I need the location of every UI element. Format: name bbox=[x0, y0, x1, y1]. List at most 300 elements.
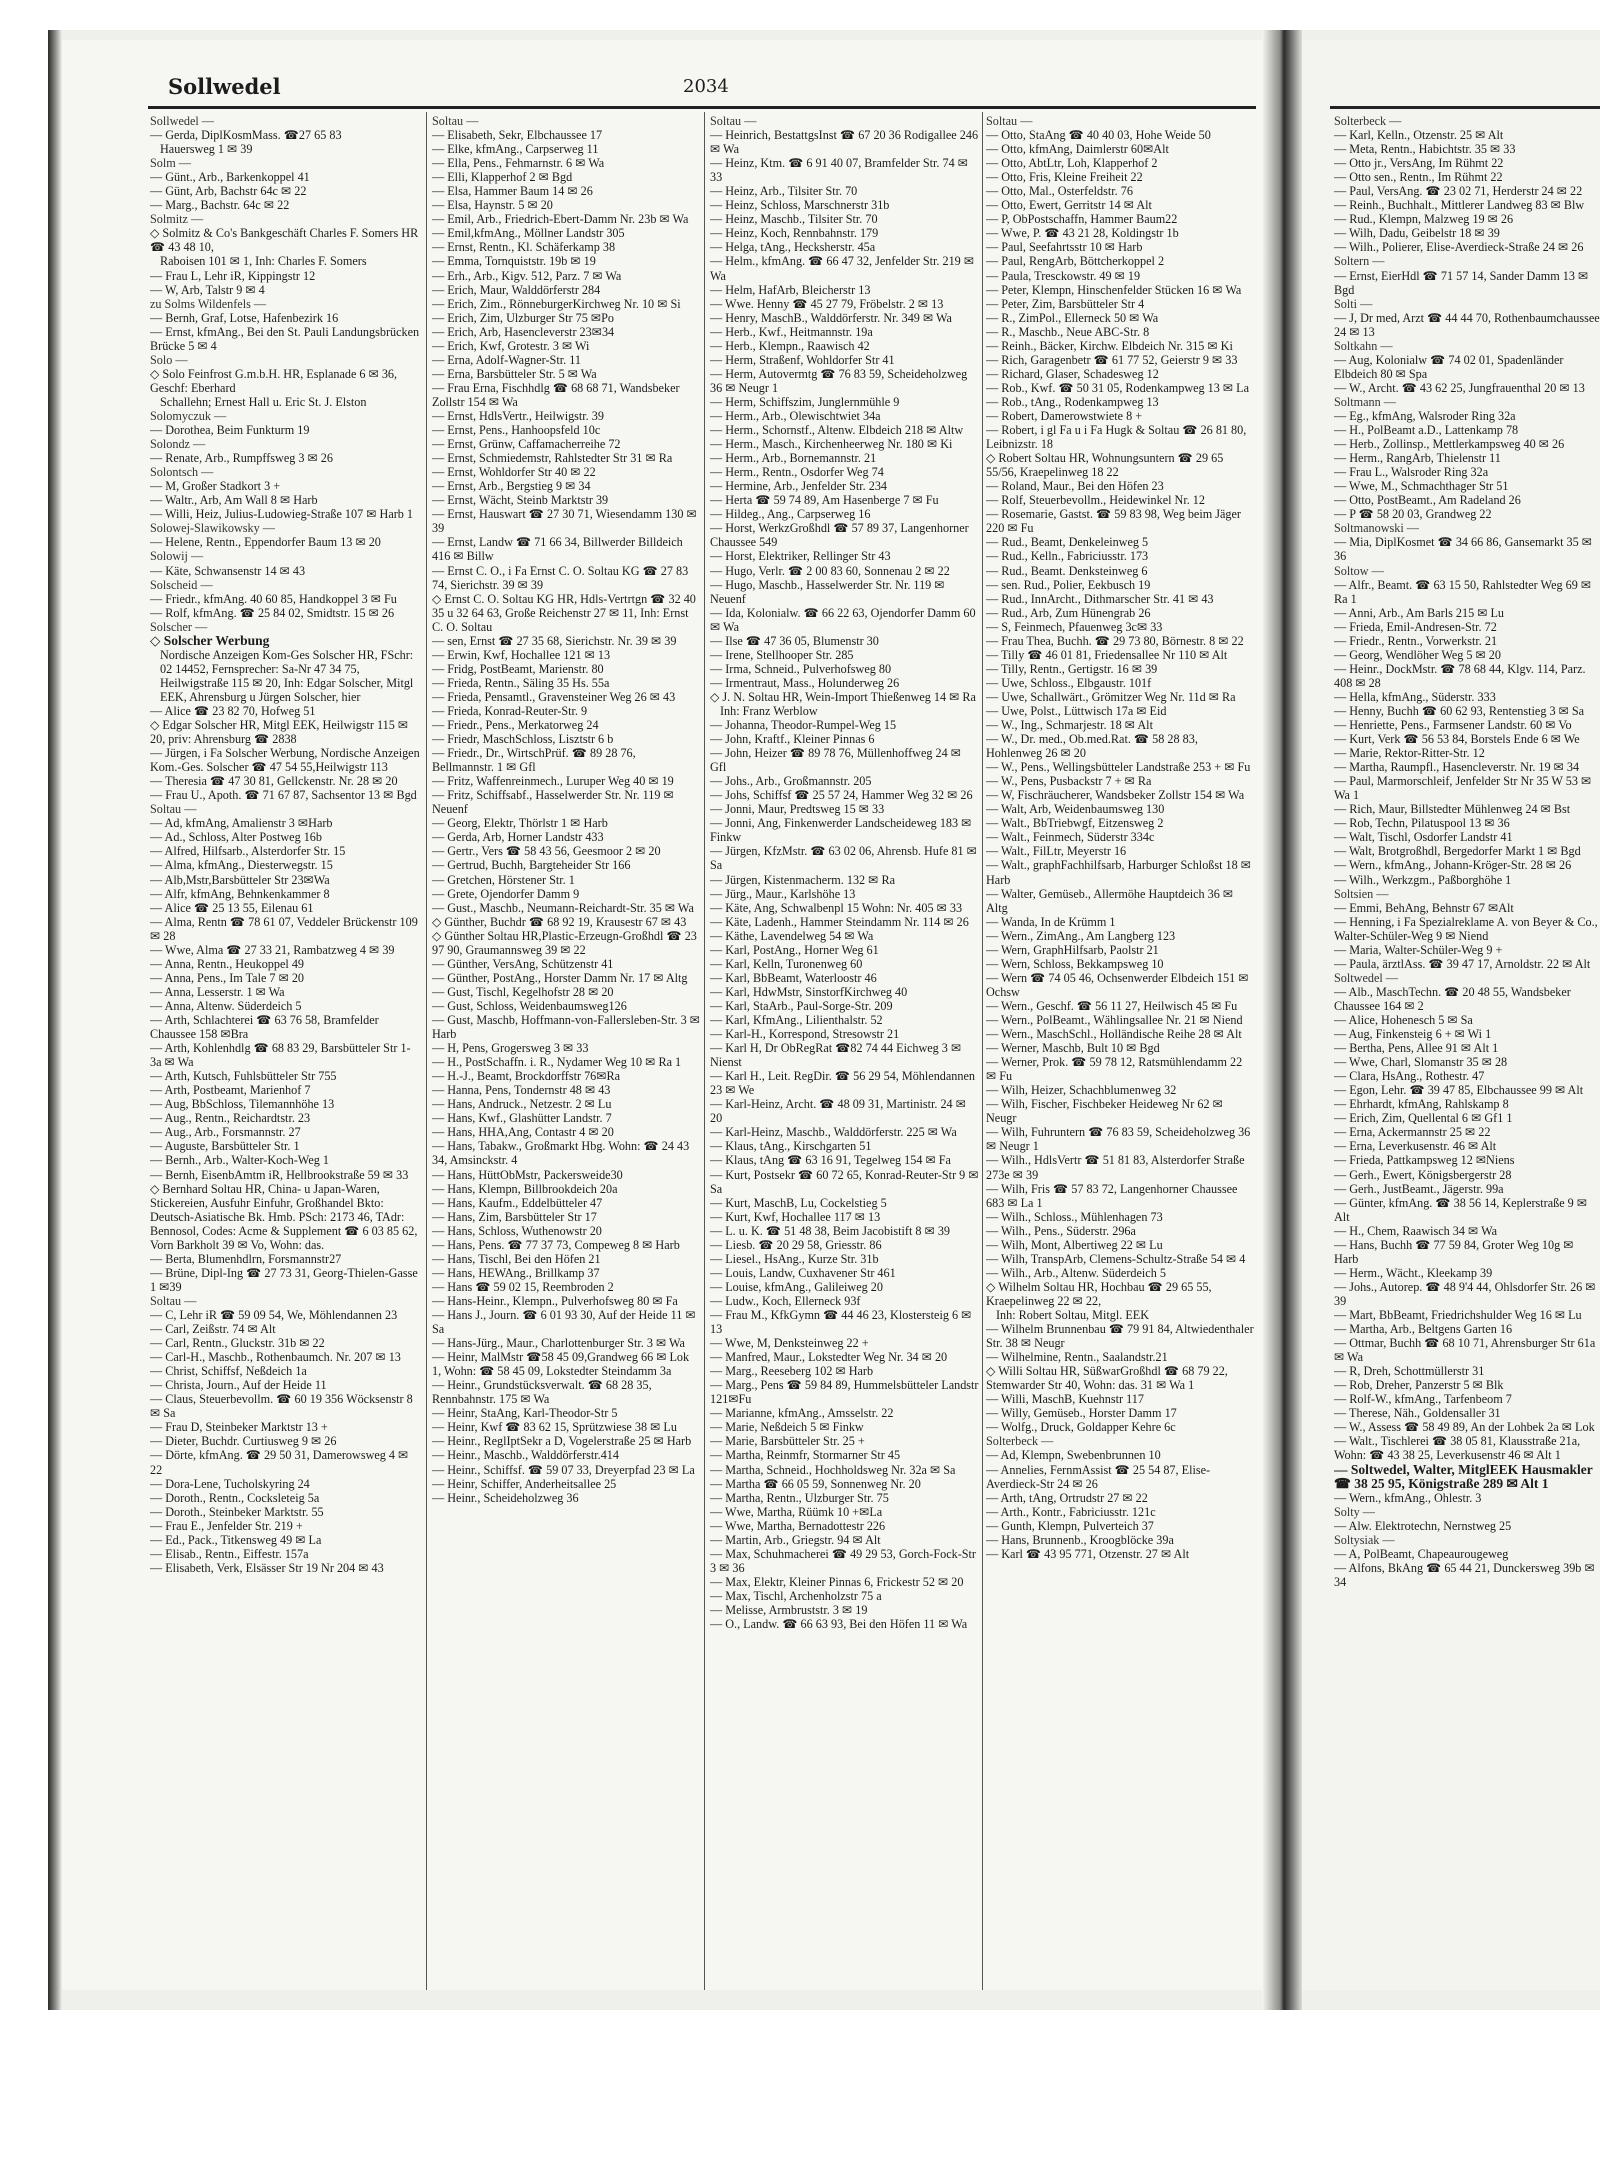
directory-entry: — O., Landw. ☎ 66 63 93, Bei den Höfen 11 ✉ Wa bbox=[710, 1617, 968, 1632]
directory-entry: — Anna, Pens., Im Tale 7 ✉ 20 bbox=[150, 970, 305, 985]
directory-entry: — Erna, Leverkusenstr. 46 ✉ Alt bbox=[1334, 1139, 1497, 1154]
directory-entry: — Heinr., Scheideholzweg 36 bbox=[432, 1490, 579, 1505]
directory-entry: — Hans, Buchh ☎ 77 59 84, Groter Weg 10g ✉ Harb bbox=[1334, 1237, 1574, 1266]
directory-entry: — Erich, Zim, Ulzburger Str 75 ✉Po bbox=[432, 310, 614, 325]
directory-entry: — Herm., Arb., Bornemannstr. 21 bbox=[710, 451, 877, 466]
directory-entry: — Herm., RangArb, Thielenstr 11 bbox=[1334, 451, 1501, 466]
directory-entry: — Gust, Maschb, Hoffmann-von-Fallersleben-Str. 3 ✉ Harb bbox=[432, 1013, 700, 1042]
directory-entry: — Frieda, Emil-Andresen-Str. 72 bbox=[1334, 619, 1497, 634]
directory-entry: — Richard, Glaser, Schadesweg 12 bbox=[986, 366, 1159, 381]
directory-entry: — Wern., MaschSchl., Holländische Reihe 28 ✉ Alt bbox=[986, 1027, 1242, 1042]
directory-entry: — Rich, Maur, Billstedter Mühlenweg 24 ✉ Bst bbox=[1334, 802, 1571, 817]
directory-entry: — Fridg, PostBeamt, Marienstr. 80 bbox=[432, 661, 604, 676]
directory-entry: — Elisabeth, Verk, Elsässer Str 19 Nr 204 ✉ 43 bbox=[150, 1560, 384, 1575]
directory-entry: — Fritz, Waffenreinmech., Luruper Weg 40 ✉ 19 bbox=[432, 774, 674, 789]
directory-entry: — Georg, Elektr, Thörlstr 1 ✉ Harb bbox=[432, 816, 608, 831]
directory-entry: Soltwedel — bbox=[1334, 970, 1398, 985]
directory-entry: — Anna, Lesserstr. 1 ✉ Wa bbox=[150, 984, 285, 999]
directory-entry: — Ed., Pack., Titkensweg 49 ✉ La bbox=[150, 1532, 322, 1547]
directory-entry: — L. u. K. ☎ 51 48 38, Beim Jacobistift 8 ✉ 39 bbox=[710, 1223, 951, 1238]
directory-entry: — Alfr, kfmAng, Behnkenkammer 8 bbox=[150, 886, 330, 901]
directory-entry: — Rosemarie, Gastst. ☎ 59 83 98, Weg beim Jäger 220 ✉ Fu bbox=[986, 507, 1241, 536]
directory-entry: — W, Arb, Talstr 9 ✉ 4 bbox=[150, 282, 265, 297]
directory-entry: — Marianne, kfmAng., Amsselstr. 22 bbox=[710, 1406, 894, 1421]
directory-entry: — Gerh., JustBeamt., Jägerstr. 99a bbox=[1334, 1181, 1504, 1196]
directory-entry: — Otto jr., VersAng, Im Rühmt 22 bbox=[1334, 156, 1504, 171]
directory-entry: — Martha, Raumpfl., Hasencleverstr. Nr. 19 ✉ 34 bbox=[1334, 760, 1580, 775]
directory-entry: — Hans, HHA,Ang, Contastr 4 ✉ 20 bbox=[432, 1125, 614, 1140]
directory-entry: — Hans, Tabakw., Großmarkt Hbg. Wohn: ☎ 24 43 34, Amsinckstr. 4 bbox=[432, 1139, 690, 1168]
directory-entry: — W, Fischräucherer, Wandsbeker Zollstr 154 ✉ Wa bbox=[986, 788, 1245, 803]
directory-entry: — Robert, Damerowstwiete 8 + bbox=[986, 408, 1143, 423]
directory-entry: — P, ObPostschaffn, Hammer Baum22 bbox=[986, 212, 1178, 227]
directory-entry: — Hanna, Pens, Tondernstr 48 ✉ 43 bbox=[432, 1083, 611, 1098]
directory-entry: — Wolfg., Druck, Goldapper Kehre 6c bbox=[986, 1420, 1176, 1435]
directory-entry: — Uwe, Schallwärt., Grömitzer Weg Nr. 11d ✉ Ra bbox=[986, 689, 1236, 704]
directory-entry: — Paul, Marmorschleif, Jenfelder Str Nr 35 W 53 ✉ Wa 1 bbox=[1334, 774, 1592, 803]
left-page-edge-shadow bbox=[48, 30, 62, 2010]
directory-entry: — Wilh, Heizer, Schachblumenweg 32 bbox=[986, 1083, 1177, 1098]
page-number: 2034 bbox=[683, 76, 729, 97]
directory-entry: ◇ Solmitz & Co's Bankgeschäft Charles F. Somers HR ☎ 43 48 10, bbox=[150, 226, 419, 255]
directory-entry: — Wilh, Mont, Albertiweg 22 ✉ Lu bbox=[986, 1237, 1163, 1252]
directory-entry: — Werner, Prok. ☎ 59 78 12, Ratsmühlendamm 22 ✉ Fu bbox=[986, 1055, 1243, 1084]
directory-entry: — Gust, Schloss, Weidenbaumsweg126 bbox=[432, 998, 627, 1013]
directory-entry: — Friedr., kfmAng. 40 60 85, Handkoppel 3 ✉ Fu bbox=[150, 591, 397, 606]
directory-entry: — Alice, Hohenesch 5 ✉ Sa bbox=[1334, 1013, 1473, 1027]
directory-entry: — Anni, Arb., Am Barls 215 ✉ Lu bbox=[1334, 605, 1505, 620]
directory-entry: — Otto, kfmAng, Daimlerstr 60✉Alt bbox=[986, 142, 1169, 157]
directory-entry: — Karl, Kelln, Turonenweg 60 bbox=[710, 956, 863, 971]
directory-entry: — Herm., Wächt., Kleekamp 39 bbox=[1334, 1265, 1493, 1280]
directory-entry: — Rolf-W., kfmAng., Tarfenbeom 7 bbox=[1334, 1392, 1512, 1407]
directory-entry: Solomyczuk — bbox=[150, 408, 227, 423]
directory-entry: — Hans, Pens. ☎ 77 37 73, Compeweg 8 ✉ Harb bbox=[432, 1237, 680, 1252]
directory-entry: — Hans ☎ 59 02 15, Reembroden 2 bbox=[432, 1279, 614, 1294]
directory-entry: — Hans, Andruck., Netzestr. 2 ✉ Lu bbox=[432, 1097, 612, 1112]
directory-entry: — Kurt, Verk ☎ 56 53 84, Borstels Ende 6 ✉ We bbox=[1334, 732, 1580, 747]
directory-entry: — Dörte, kfmAng. ☎ 29 50 31, Damerowsweg 4 ✉ 22 bbox=[150, 1448, 409, 1477]
directory-entry: — Alfred, Hilfsarb., Alsterdorfer Str. 15 bbox=[150, 844, 346, 859]
directory-entry: Hauersweg 1 ✉ 39 bbox=[160, 142, 253, 157]
directory-entry: — Helene, Rentn., Eppendorfer Baum 13 ✉ 20 bbox=[150, 535, 381, 550]
directory-entry: Soltysiak — bbox=[1334, 1532, 1395, 1547]
directory-entry: — Paul, RengArb, Böttcherkoppel 2 bbox=[986, 254, 1165, 269]
directory-entry: ◇ Günther, Buchdr ☎ 68 92 19, Krausestr 67 ✉ 43 bbox=[432, 914, 687, 929]
directory-entry: — Herb., Klempn., Raawisch 42 bbox=[710, 338, 870, 353]
directory-entry: — Hans-Heinr., Klempn., Pulverhofsweg 80 ✉ Fa bbox=[432, 1293, 678, 1308]
directory-entry: — H., PostSchaffn. i. R., Nydamer Weg 10 ✉ Ra 1 bbox=[432, 1055, 682, 1070]
directory-entry: — Ehrhardt, kfmAng, Rahlskamp 8 bbox=[1334, 1097, 1509, 1112]
directory-entry: — Liesel., HsAng., Kurze Str. 31b bbox=[710, 1251, 879, 1266]
directory-entry: — Robert, i gl Fa u i Fa Hugk & Soltau ☎ 26 81 80, Leibnizstr. 18 bbox=[986, 423, 1247, 452]
directory-entry: — Alw. Elektrotechn, Nernstweg 25 bbox=[1334, 1518, 1512, 1533]
directory-entry: — Melisse, Armbruststr. 3 ✉ 19 bbox=[710, 1602, 868, 1617]
directory-entry: — Günther, PostAng., Horster Damm Nr. 17 ✉ Altg bbox=[432, 970, 688, 985]
directory-entry: — Rud., Arb, Zum Hünengrab 26 bbox=[986, 605, 1151, 620]
directory-entry: — Johanna, Theodor-Rumpel-Weg 15 bbox=[710, 718, 897, 733]
directory-entry: — Wilhelmine, Rentn., Saalandstr.21 bbox=[986, 1350, 1168, 1365]
directory-entry: — Bernh., Arb., Walter-Koch-Weg 1 bbox=[150, 1153, 329, 1168]
directory-entry: — Otto, Ewert, Gerritstr 14 ✉ Alt bbox=[986, 198, 1152, 213]
directory-entry: — Anna, Altenw. Süderdeich 5 bbox=[150, 998, 302, 1013]
directory-entry: — Anna, Rentn., Heukoppel 49 bbox=[150, 956, 305, 971]
directory-entry: — Wwe, Martha, Bernadottestr 226 bbox=[710, 1518, 886, 1533]
directory-entry: — Heinr, StaAng, Karl-Theodor-Str 5 bbox=[432, 1406, 618, 1421]
directory-entry: — Käthe, Lavendelweg 54 ✉ Wa bbox=[710, 928, 874, 943]
directory-entry: Solm — bbox=[150, 156, 191, 171]
directory-entry: — Kurt, MaschB, Lu, Cockelstieg 5 bbox=[710, 1195, 887, 1210]
directory-entry: — Werner, Maschb, Bult 10 ✉ Bgd bbox=[986, 1041, 1160, 1056]
directory-entry: — Mart, BbBeamt, Friedrichshulder Weg 16 ✉ Lu bbox=[1334, 1307, 1582, 1322]
directory-entry: — Arth, Kohlenhdlg ☎ 68 83 29, Barsbütteler Str 1-3a ✉ Wa bbox=[150, 1041, 411, 1070]
directory-entry: — Christa, Journ., Auf der Heide 11 bbox=[150, 1378, 327, 1393]
directory-entry: — Karl, Kelln., Otzenstr. 25 ✉ Alt bbox=[1334, 128, 1504, 143]
directory-entry: — Elke, kfmAng., Carpserweg 11 bbox=[432, 142, 599, 157]
directory-entry: Solmitz — bbox=[150, 212, 204, 227]
directory-entry: — Uwe, Polst., Lüttwisch 17a ✉ Eid bbox=[986, 703, 1167, 718]
directory-entry: — Emil, Arb., Friedrich-Ebert-Damm Nr. 23b ✉ Wa bbox=[432, 212, 689, 227]
directory-entry: — Rud., InnArcht., Dithmarscher Str. 41 ✉ 43 bbox=[986, 591, 1214, 606]
directory-entry: — Walt., Tischlerei ☎ 38 05 81, Klausstraße 21a, Wohn: ☎ 43 38 25, Leverkusenstr 46 ✉ Alt 1 bbox=[1334, 1434, 1581, 1463]
directory-entry: — Herm, Autovermtg ☎ 76 83 59, Scheideholzweg 36 ✉ Neugr 1 bbox=[710, 366, 968, 395]
directory-entry: — Hans-Jürg., Maur., Charlottenburger Str. 3 ✉ Wa bbox=[432, 1336, 685, 1351]
directory-entry: — Max, Schuhmacherei ☎ 49 29 53, Gorch-Fock-Str 3 ✉ 36 bbox=[710, 1546, 976, 1575]
directory-entry: — Frieda, Konrad-Reuter-Str. 9 bbox=[432, 703, 588, 718]
directory-entry: — Paul, VersAng. ☎ 23 02 71, Herderstr 24 ✉ 22 bbox=[1334, 184, 1583, 199]
directory-entry: — Tilly, Rentn., Gertigstr. 16 ✉ 39 bbox=[986, 661, 1158, 676]
directory-entry: — Clara, HsAng., Rothestr. 47 bbox=[1334, 1069, 1485, 1084]
directory-entry: — Heinr., Schiffsf. ☎ 59 07 33, Dreyerpfad 23 ✉ La bbox=[432, 1462, 695, 1477]
directory-entry: — Ida, Kolonialw. ☎ 66 22 63, Ojendorfer Damm 60 ✉ Wa bbox=[710, 605, 976, 634]
directory-entry: — Gust., Maschb., Neumann-Reichardt-Str. 35 ✉ Wa bbox=[432, 900, 694, 915]
directory-entry: — Rolf, Steuerbevollm., Heidewinkel Nr. 12 bbox=[986, 493, 1205, 508]
directory-entry: — Heinr., DockMstr. ☎ 78 68 44, Klgv. 114, Parz. 408 ✉ 28 bbox=[1334, 661, 1586, 690]
directory-entry: Solowij — bbox=[150, 549, 204, 564]
directory-entry: — Jürgen, i Fa Solscher Werbung, Nordische Anzeigen Kom.-Ges. Solscher ☎ 47 54 55,Heilwigstr 113 bbox=[150, 746, 420, 775]
directory-entry: — Hugo, Verlr. ☎ 2 00 83 60, Sonnenau 2 ✉ 22 bbox=[710, 563, 950, 578]
directory-entry: — Henriette, Pens., Farmsener Landstr. 60 ✉ Vo bbox=[1334, 718, 1572, 733]
directory-entry: — Hildeg., Ang., Carpserweg 16 bbox=[710, 507, 871, 522]
directory-entry: — Heinz, Maschb., Tilsiter Str. 70 bbox=[710, 212, 878, 227]
directory-entry: Soltau — bbox=[150, 1293, 197, 1308]
directory-entry: — H, Pens, Grogersweg 3 ✉ 33 bbox=[432, 1041, 589, 1056]
directory-entry: — Karl H., Leit. RegDir. ☎ 56 29 54, Möhlendannen 23 ✉ We bbox=[710, 1069, 975, 1098]
directory-entry: — Frieda, Pattkampsweg 12 ✉Niens bbox=[1334, 1153, 1515, 1168]
directory-entry: — Rud., Beamt, Denkeleinweg 5 bbox=[986, 535, 1149, 550]
directory-entry: — Marg., Reeseberg 102 ✉ Harb bbox=[710, 1364, 874, 1379]
directory-entry: — Friedr., Dr., WirtschPrüf. ☎ 89 28 76, Bellmannstr. 1 ✉ Gfl bbox=[432, 746, 636, 775]
directory-entry: — Elsa, Hammer Baum 14 ✉ 26 bbox=[432, 184, 593, 199]
directory-entry: — Walt., graphFachhilfsarb, Harburger Schloßst 18 ✉ Harb bbox=[986, 858, 1252, 887]
directory-entry: — Irene, Stellhooper Str. 285 bbox=[710, 647, 854, 662]
directory-entry: — Reinh., Bäcker, Kirchw. Elbdeich Nr. 315 ✉ Ki bbox=[986, 338, 1233, 353]
directory-entry: — Frau D, Steinbeker Marktstr 13 + bbox=[150, 1420, 328, 1435]
directory-entry: — Erich, Zim, Quellental 6 ✉ Gf1 1 bbox=[1334, 1111, 1513, 1126]
directory-entry: — sen, Ernst ☎ 27 35 68, Sierichstr. Nr. 39 ✉ 39 bbox=[432, 633, 677, 648]
directory-entry: — Mia, DiplKosmet ☎ 34 66 86, Gansemarkt 35 ✉ 36 bbox=[1334, 535, 1592, 564]
directory-entry: Solterbeck — bbox=[1334, 114, 1402, 128]
directory-entry: — Wwe, P. ☎ 43 21 28, Koldingstr 1b bbox=[986, 226, 1179, 241]
directory-entry: — Peter, Klempn, Hinschenfelder Stücken 16 ✉ Wa bbox=[986, 282, 1242, 297]
directory-entry: — Wilhelm Brunnenbau ☎ 79 91 84, Altwiedenthaler Str. 38 ✉ Neugr bbox=[986, 1322, 1254, 1351]
directory-entry: — Herb., Kwf., Heitmannstr. 19a bbox=[710, 324, 873, 339]
directory-entry: — Erich, Arb, Hasencleverstr 23✉34 bbox=[432, 324, 615, 339]
directory-entry: — H., PolBeamt a.D., Lattenkamp 78 bbox=[1334, 423, 1519, 438]
directory-entry: — Willi, MaschB, Kuehnstr 117 bbox=[986, 1392, 1144, 1407]
directory-entry: — Alb,Mstr,Barsbütteler Str 23✉Wa bbox=[150, 872, 330, 887]
directory-entry: — Ernst C. O., i Fa Ernst C. O. Soltau KG ☎ 27 83 74, Sierichstr. 39 ✉ 39 bbox=[432, 563, 689, 592]
directory-entry: Solty — bbox=[1334, 1504, 1375, 1519]
directory-entry: — Aug, BbSchloss, Tilemannhöhe 13 bbox=[150, 1097, 335, 1112]
directory-entry: — Waltr., Arb, Am Wall 8 ✉ Harb bbox=[150, 493, 318, 508]
directory-entry: — J, Dr med, Arzt ☎ 44 44 70, Rothenbaumchaussee 24 ✉ 13 bbox=[1334, 310, 1600, 339]
directory-entry: — Ottmar, Buchh ☎ 68 10 71, Ahrensburger Str 61a ✉ Wa bbox=[1334, 1336, 1596, 1365]
directory-entry: — Wwe, Martha, Rüümk 10 +✉La bbox=[710, 1504, 883, 1519]
directory-entry: — Dieter, Buchdr. Curtiusweg 9 ✉ 26 bbox=[150, 1434, 337, 1449]
directory-entry: Solti — bbox=[1334, 296, 1373, 311]
directory-entry: — Erich, Maur, Walddörferstr 284 bbox=[432, 282, 601, 297]
directory-entry: — H., Chem, Raawisch 34 ✉ Wa bbox=[1334, 1223, 1498, 1238]
directory-entry: — Martha ☎ 66 05 59, Sonnenweg Nr. 20 bbox=[710, 1476, 921, 1491]
directory-entry: — Henry, MaschB., Walddörferstr. Nr. 349 ✉ Wa bbox=[710, 310, 952, 325]
directory-entry: — Heinr., Maschb., Walddörferstr.414 bbox=[432, 1448, 619, 1463]
directory-entry: — Erich, Kwf, Grotestr. 3 ✉ Wi bbox=[432, 338, 590, 353]
directory-entry: — Ernst, Schmiedemstr, Rahlstedter Str 31 ✉ Ra bbox=[432, 451, 673, 466]
directory-entry: — Ernst, Landw ☎ 71 66 34, Billwerder Billdeich 416 ✉ Billw bbox=[432, 535, 683, 564]
directory-entry: — Ernst, Grünw, Caffamacherreihe 72 bbox=[432, 437, 621, 452]
directory-entry: — Hermine, Arb., Jenfelder Str. 234 bbox=[710, 479, 888, 494]
directory-entry: Inh: Robert Soltau, Mitgl. EEK bbox=[996, 1307, 1150, 1322]
directory-entry: — Aug, Finkensteig 6 + ✉ Wi 1 bbox=[1334, 1027, 1492, 1042]
directory-entry: — Maria, Walter-Schüler-Weg 9 + bbox=[1334, 942, 1503, 957]
directory-entry: — Hans, Brunnenb., Kroogblöcke 39a bbox=[986, 1532, 1174, 1547]
directory-entry: — Doroth., Rentn., Cocksleteig 5a bbox=[150, 1490, 320, 1505]
directory-entry: — Klaus, tAng ☎ 63 16 91, Tegelweg 154 ✉ Fa bbox=[710, 1153, 951, 1168]
right-page-header-rule bbox=[1330, 106, 1600, 109]
directory-entry: — Hugo, Maschb., Hasselwerder Str. Nr. 119 ✉ Neuenf bbox=[710, 577, 945, 606]
directory-entry: — Klaus, tAng., Kirschgarten 51 bbox=[710, 1139, 872, 1154]
directory-entry: — Frau Thea, Buchh. ☎ 29 73 80, Börnestr. 8 ✉ 22 bbox=[986, 633, 1244, 648]
directory-entry: — Wern., ZimAng., Am Langberg 123 bbox=[986, 928, 1176, 943]
directory-entry: ◇ Bernhard Soltau HR, China- u Japan-Waren, Stickereien, Ausfuhr Einfuhr, Großhandel Bkto: Deutsch-Asiatische Bk. Hmb. PSch: 2173 46, TAdr: Bennosol, Codes: Acme & Supplement ☎ 6 03 85 62, Vorn Barkholt 39 ✉ Vo, Wohn: das. bbox=[150, 1181, 418, 1252]
directory-entry: — Reinh., Buchhalt., Mittlerer Landweg 83 ✉ Blw bbox=[1334, 198, 1585, 213]
directory-entry: — Otto, StaAng ☎ 40 40 03, Hohe Weide 50 bbox=[986, 128, 1211, 143]
directory-entry: — R., ZimPol., Ellerneck 50 ✉ Wa bbox=[986, 310, 1159, 325]
directory-entry: — Hans, Klempn, Billbrookdeich 20a bbox=[432, 1181, 618, 1196]
directory-entry: — Karl H, Dr ObRegRat ☎82 74 44 Eichweg 3 ✉ Nienst bbox=[710, 1041, 962, 1070]
directory-entry: — Marg., Bachstr. 64c ✉ 22 bbox=[150, 198, 290, 213]
directory-entry: — Alfr., Beamt. ☎ 63 15 50, Rahlstedter Weg 69 ✉ Ra 1 bbox=[1334, 577, 1592, 606]
directory-entry: — Wern, Schloss, Bekkampsweg 10 bbox=[986, 956, 1164, 971]
directory-entry: — Louis, Landw, Cuxhavener Str 461 bbox=[710, 1265, 896, 1280]
directory-entry: — Renate, Arb., Rumpffsweg 3 ✉ 26 bbox=[150, 451, 333, 466]
directory-entry: — Käte, Ladenh., Hammer Steindamm Nr. 114 ✉ 26 bbox=[710, 914, 969, 929]
directory-entry: — Hans, Tischl, Bei den Höfen 21 bbox=[432, 1251, 601, 1266]
directory-entry: — Gerda, DiplKosmMass. ☎27 65 83 bbox=[150, 128, 342, 143]
directory-entry: — W., Assess ☎ 58 49 89, An der Lohbek 2a ✉ Lok bbox=[1334, 1420, 1595, 1435]
directory-entry: — Friedr, MaschSchloss, Lisztstr 6 b bbox=[432, 732, 614, 747]
running-head: Sollwedel bbox=[168, 74, 281, 99]
directory-entry: — Alice ☎ 23 82 70, Hofweg 51 bbox=[150, 703, 316, 718]
directory-entry: ◇ Edgar Solscher HR, Mitgl EEK, Heilwigstr 115 ✉ 20, priv: Ahrensburg ☎ 2838 bbox=[150, 718, 409, 747]
directory-entry: — Ella, Pens., Fehmarnstr. 6 ✉ Wa bbox=[432, 156, 605, 171]
directory-entry: — Hans, Kwf., Glashütter Landstr. 7 bbox=[432, 1111, 612, 1126]
directory-entry: Soltow — bbox=[1334, 563, 1384, 578]
directory-entry: Solscher — bbox=[150, 619, 208, 634]
directory-entry: — Wwe, Charl, Slomanstr 35 ✉ 28 bbox=[1334, 1055, 1508, 1070]
directory-entry: — Bertha, Pens, Allee 91 ✉ Alt 1 bbox=[1334, 1041, 1499, 1056]
directory-entry: — Günther, VersAng, Schützenstr 41 bbox=[432, 956, 614, 971]
directory-entry: — Soltwedel, Walter, MitglEEK Hausmakler ☎ 38 25 95, Königstraße 289 ✉ Alt 1 bbox=[1334, 1461, 1593, 1491]
directory-entry: — Ernst, HdlsVertr., Heilwigstr. 39 bbox=[432, 408, 604, 423]
directory-entry: ◇ J. N. Soltau HR, Wein-Import Thießenweg 14 ✉ Ra bbox=[710, 689, 976, 704]
directory-entry: — Theresia ☎ 47 30 81, Gellckenstr. Nr. 28 ✉ 20 bbox=[150, 774, 398, 789]
directory-entry: — Frau U., Apoth. ☎ 71 67 87, Sachsentor 13 ✉ Bgd bbox=[150, 788, 417, 803]
column-rule bbox=[982, 112, 983, 1990]
directory-entry: — John, Kraftf., Kleiner Pinnas 6 bbox=[710, 732, 875, 747]
directory-entry: — Karl, HdwMstr, SinstorfKirchweg 40 bbox=[710, 984, 908, 999]
directory-entry: — Heinr., ReglIptSekr a D, Vogelerstraße 25 ✉ Harb bbox=[432, 1434, 692, 1449]
directory-entry: — Frau Erna, Fischhdlg ☎ 68 68 71, Wandsbeker Zollstr 154 ✉ Wa bbox=[432, 380, 680, 409]
directory-entry: — Elsa, Haynstr. 5 ✉ 20 bbox=[432, 198, 553, 213]
directory-entry: — Bernh, Graf, Lotse, Hafenbezirk 16 bbox=[150, 310, 339, 325]
directory-entry: — Karl, PostAng., Horner Weg 61 bbox=[710, 942, 879, 957]
directory-entry: — Frau E., Jenfelder Str. 219 + bbox=[150, 1518, 303, 1533]
directory-entry: Soltmanowski — bbox=[1334, 521, 1419, 536]
directory-entry: — Wilh., Werkzgm., Paßborghöhe 1 bbox=[1334, 872, 1512, 887]
directory-entry: ◇ Ernst C. O. Soltau KG HR, Hdls-Vertrtgn ☎ 32 40 35 u 32 64 63, Große Reichenstr 27 ✉ 11, Inh: Ernst C. O. Soltau bbox=[432, 591, 696, 634]
directory-entry: — Erwin, Kwf, Hochallee 121 ✉ 13 bbox=[432, 647, 611, 662]
directory-entry: — Wilh., Arb., Altenw. Süderdeich 5 bbox=[986, 1265, 1166, 1280]
directory-entry: — John, Heizer ☎ 89 78 76, Müllenhoffweg 24 ✉ Gfl bbox=[710, 746, 961, 775]
directory-entry: — Dora-Lene, Tucholskyring 24 bbox=[150, 1476, 310, 1491]
directory-entry: — Arth, tAng, Ortrudstr 27 ✉ 22 bbox=[986, 1490, 1148, 1505]
directory-entry: — Horst, Elektriker, Rellinger Str 43 bbox=[710, 549, 891, 564]
directory-entry: — Rob, Dreher, Panzerstr 5 ✉ Blk bbox=[1334, 1378, 1504, 1393]
directory-entry: — Heinr, MalMstr ☎58 45 09,Grandweg 66 ✉ Lok 1, Wohn: ☎ 58 45 09, Lokstedter Steindamm 3a bbox=[432, 1350, 690, 1379]
directory-entry: — Johs., Autorep. ☎ 48 9'4 44, Ohlsdorfer Str. 26 ✉ 39 bbox=[1334, 1279, 1596, 1308]
directory-entry: — Elisab., Rentn., Eiffestr. 157a bbox=[150, 1546, 309, 1561]
directory-entry: — W., Archt. ☎ 43 62 25, Jungfrauenthal 20 ✉ 13 bbox=[1334, 380, 1585, 395]
directory-entry: — Alma, Rentn ☎ 78 61 07, Veddeler Brückenstr 109 ✉ 28 bbox=[150, 914, 418, 943]
directory-entry: — Arth, Schlachterei ☎ 63 76 58, Bramfelder Chaussee 158 ✉Bra bbox=[150, 1013, 379, 1042]
directory-entry: — Wern., PolBeamt., Wählingsallee Nr. 21 ✉ Niend bbox=[986, 1013, 1243, 1027]
directory-entry: — Hans, Zim, Barsbütteler Str 17 bbox=[432, 1209, 597, 1224]
directory-entry: — Wwe, M, Denksteinweg 22 + bbox=[710, 1336, 869, 1351]
directory-entry: — Uwe, Schloss., Elbgaustr. 101f bbox=[986, 675, 1152, 690]
directory-entry: — Karl, StaArb., Paul-Sorge-Str. 209 bbox=[710, 998, 893, 1013]
directory-entry: — Wanda, In de Krümm 1 bbox=[986, 914, 1116, 929]
directory-entry: — Dorothea, Beim Funkturm 19 bbox=[150, 423, 310, 438]
directory-entry: — Frau M., KfkGymn ☎ 44 46 23, Klostersteig 6 ✉ 13 bbox=[710, 1307, 972, 1337]
directory-entry: — Gerda, Arb, Horner Landstr 433 bbox=[432, 830, 604, 845]
directory-entry: — Willi, Heiz, Julius-Ludowieg-Straße 107 ✉ Harb 1 bbox=[150, 507, 414, 522]
directory-entry: — Tilly ☎ 46 01 81, Friedensallee Nr 110 ✉ Alt bbox=[986, 647, 1228, 662]
directory-entry: — Wilh., Schloss., Mühlenhagen 73 bbox=[986, 1209, 1163, 1224]
directory-entry: — Helga, tAng., Hecksherstr. 45a bbox=[710, 240, 876, 255]
directory-entry: Soltau — bbox=[710, 114, 757, 128]
directory-entry: — Wwe, Alma ☎ 27 33 21, Rambatzweg 4 ✉ 39 bbox=[150, 942, 395, 957]
directory-entry: — Meta, Rentn., Habichtstr. 35 ✉ 33 bbox=[1334, 142, 1516, 157]
directory-entry: — Karl-H., Korrespond, Stresowstr 21 bbox=[710, 1027, 900, 1042]
directory-entry: — Carl, Rentn., Gluckstr. 31b ✉ 22 bbox=[150, 1336, 325, 1351]
directory-entry: — Jonni, Maur, Predtsweg 15 ✉ 33 bbox=[710, 802, 885, 817]
directory-entry: ◇ Robert Soltau HR, Wohnungsuntern ☎ 29 65 55/56, Kraepelinweg 18 22 bbox=[986, 451, 1224, 480]
directory-entry: — Willy, Gemüseb., Horster Damm 17 bbox=[986, 1406, 1177, 1421]
directory-entry: — Friedr., Pens., Merkatorweg 24 bbox=[432, 718, 599, 733]
directory-entry: — Ernst, Rentn., Kl. Schäferkamp 38 bbox=[432, 240, 616, 255]
directory-entry: — Käte, Ang, Schwalbenpl 15 Wohn: Nr. 405 ✉ 33 bbox=[710, 900, 963, 915]
directory-entry: — Frau L., Walsroder Ring 32a bbox=[1334, 465, 1489, 480]
directory-entry: — Ludw., Koch, Ellerneck 93f bbox=[710, 1293, 861, 1308]
directory-entry: — Annelies, FernmAssist ☎ 25 54 87, Elise-Averdieck-Str 24 ✉ 26 bbox=[986, 1462, 1211, 1491]
directory-entry: — Marie, Neßdeich 5 ✉ Finkw bbox=[710, 1420, 864, 1435]
directory-entry: — Wilh, Fuhruntern ☎ 76 83 59, Scheideholzweg 36 ✉ Neugr 1 bbox=[986, 1125, 1251, 1154]
directory-entry: — Ernst, Wächt, Steinb Marktstr 39 bbox=[432, 493, 609, 508]
directory-entry: — Hans, Schloss, Wuthenowstr 20 bbox=[432, 1223, 602, 1238]
directory-entry: — Wwe. Henny ☎ 45 27 79, Fröbelstr. 2 ✉ 13 bbox=[710, 296, 944, 311]
directory-entry: — Martha, Rentn., Ulzburger Str. 75 bbox=[710, 1490, 889, 1505]
directory-entry: Solontsch — bbox=[150, 465, 214, 480]
directory-entry: — Alice ☎ 25 13 55, Eilenau 61 bbox=[150, 900, 314, 915]
directory-entry: — Erich, Zim., RönneburgerKirchweg Nr. 10 ✉ Si bbox=[432, 296, 681, 311]
directory-entry: — Ernst, kfmAng., Bei den St. Pauli Landungsbrücken Brücke 5 ✉ 4 bbox=[150, 324, 420, 353]
directory-entry: Raboisen 101 ✉ 1, Inh: Charles F. Somers bbox=[160, 254, 367, 269]
directory-entry: — Gust, Tischl, Kegelhofstr 28 ✉ 20 bbox=[432, 984, 614, 999]
directory-entry: — Herm, Schiffszim, Junglernmühle 9 bbox=[710, 394, 900, 409]
directory-entry: — Karl-Heinz, Maschb., Walddörferstr. 225 ✉ Wa bbox=[710, 1125, 957, 1140]
directory-entry: — Aug, Kolonialw ☎ 74 02 01, Spadenländer Elbdeich 80 ✉ Spa bbox=[1334, 352, 1564, 381]
directory-entry: — Günt, Arb, Bachstr 64c ✉ 22 bbox=[150, 184, 307, 199]
directory-entry: — Helm., kfmAng. ☎ 66 47 32, Jenfelder Str. 219 ✉ Wa bbox=[710, 254, 975, 283]
directory-entry: — Rud., Beamt. Denksteinweg 6 bbox=[986, 563, 1148, 578]
directory-entry: — Grete, Ojendorfer Damm 9 bbox=[432, 886, 580, 901]
directory-entry: — Heinz, Ktm. ☎ 6 91 40 07, Bramfelder Str. 74 ✉ 33 bbox=[710, 156, 968, 185]
directory-entry: — Berta, Blumenhdlrn, Forsmannstr27 bbox=[150, 1251, 342, 1266]
directory-entry: — Heinr, Kwf ☎ 83 62 15, Sprützwiese 38 ✉ Lu bbox=[432, 1420, 677, 1435]
directory-entry: — C, Lehr iR ☎ 59 09 54, We, Möhlendannen 23 bbox=[150, 1307, 398, 1322]
directory-entry: — Ernst, Pens., Hanhoopsfeld 10c bbox=[432, 423, 601, 438]
directory-column-2 bbox=[432, 114, 700, 1994]
directory-entry: ◇ Solscher Werbung bbox=[150, 632, 270, 648]
directory-entry: — Alfons, BkAng ☎ 65 44 21, Dunckersweg 39b ✉ 34 bbox=[1334, 1560, 1595, 1589]
directory-entry: — Herb., Zollinsp., Mettlerkampsweg 40 ✉ 26 bbox=[1334, 437, 1565, 452]
directory-entry: — Walt., Feinmech, Süderstr 334c bbox=[986, 830, 1155, 845]
directory-entry: — Henning, i Fa Spezialreklame A. von Beyer & Co., Walter-Schüler-Weg 9 ✉ Niend bbox=[1334, 914, 1598, 943]
directory-entry: — Frieda, Pensamtl., Gravensteiner Weg 26 ✉ 43 bbox=[432, 689, 676, 704]
directory-entry: — Rob., Kwf. ☎ 50 31 05, Rodenkampweg 13 ✉ La bbox=[986, 380, 1250, 395]
column-rule bbox=[426, 112, 427, 1990]
directory-entry: Soltsien — bbox=[1334, 886, 1389, 901]
directory-entry: — Walter, Gemüseb., Allermöhe Hauptdeich 36 ✉ Altg bbox=[986, 886, 1234, 915]
directory-entry: — Wilh, Fris ☎ 57 83 72, Langenhorner Chaussee 683 ✉ La 1 bbox=[986, 1181, 1238, 1210]
directory-entry: — Otto, AbtLtr, Loh, Klapperhof 2 bbox=[986, 156, 1158, 171]
directory-entry: — Erna, Barsbütteler Str. 5 ✉ Wa bbox=[432, 366, 597, 381]
directory-entry: Soltau — bbox=[986, 114, 1033, 128]
directory-column-5 bbox=[1334, 114, 1600, 1994]
directory-entry: — Max, Tischl, Archenholzstr 75 a bbox=[710, 1588, 882, 1603]
directory-entry: — Martha, Arb., Beltgens Garten 16 bbox=[1334, 1322, 1513, 1337]
directory-entry: — Paula, ärztlAss. ☎ 39 47 17, Arnoldstr. 22 ✉ Alt bbox=[1334, 956, 1591, 971]
directory-entry: — Jürgen, Kistenmacherm. 132 ✉ Ra bbox=[710, 872, 895, 887]
directory-entry: — Wilh, Fischer, Fischbeker Heideweg Nr 62 ✉ Neugr bbox=[986, 1097, 1223, 1126]
directory-entry: — R, Dreh, Schottmüllerstr 31 bbox=[1334, 1364, 1485, 1379]
directory-column-3 bbox=[710, 114, 980, 1994]
directory-entry: — Friedr., Rentn., Vorwerkstr. 21 bbox=[1334, 633, 1498, 648]
directory-entry: — Ernst, EierHdl ☎ 71 57 14, Sander Damm 13 ✉ Bgd bbox=[1334, 268, 1589, 297]
directory-entry: — Walt., BbTriebwgf, Eitzensweg 2 bbox=[986, 816, 1164, 831]
